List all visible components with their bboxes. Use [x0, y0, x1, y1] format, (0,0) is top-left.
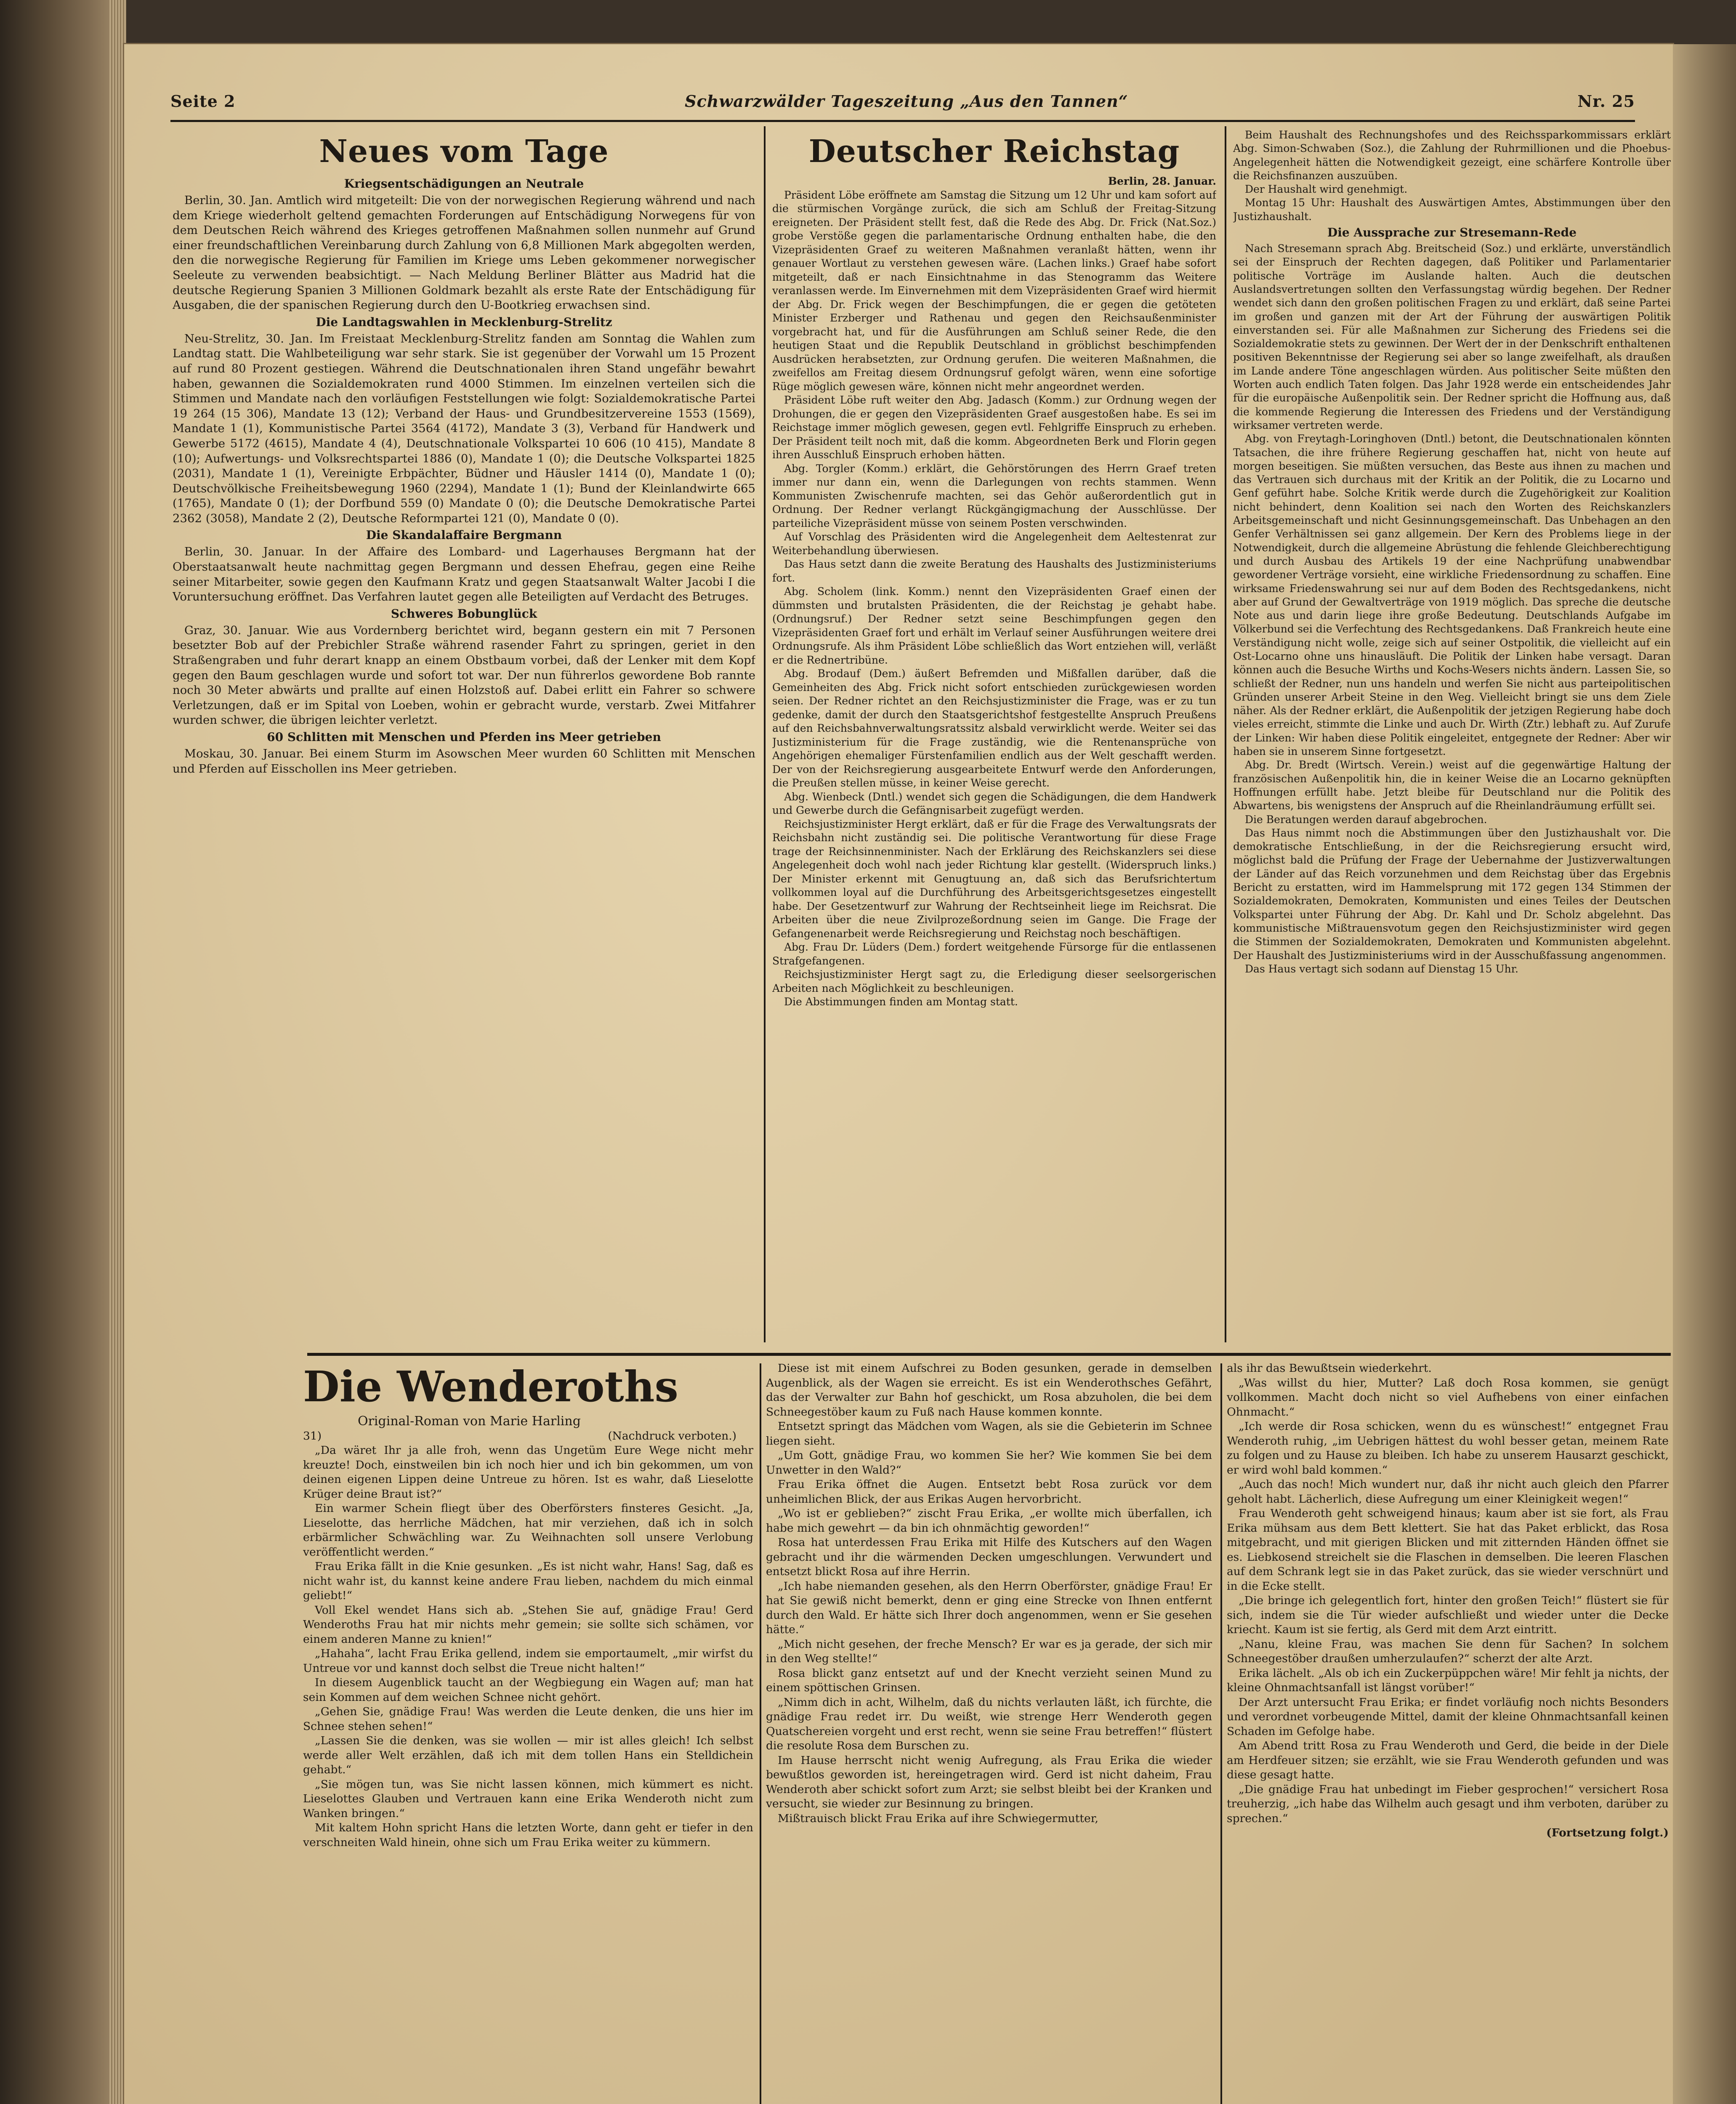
novel-paragraph: Der Arzt untersucht Frau Erika; er findet vorläufig noch nichts Besonders und verordnet vorbeugende Mittel, damit der kleine Ohnmachtsanfall keinen Schaden im Gefolge habe.: [1227, 1695, 1669, 1738]
article-heading: Die Landtagswahlen in Mecklenburg-Strelitz: [316, 315, 612, 329]
article-paragraph: Nach Stresemann sprach Abg. Breitscheid (Soz.) und erklärte, unverständlich sei der Einspruch der Rechten dagegen, daß Politiker und Parlamentarier politische Vorträge im Auslande halten. Auch die deutschen Auslandsvertretungen sollten den Verfassungstag würdig begehen. Der Redner wendet sich dann den großen politischen Fragen zu und erklärt, daß seine Partei im großen und ganzen mit der Art der Führung der auswärtigen Politik einverstanden sei. Für alle Maßnahmen zur Sicherung des Friedens sei die Sozialdemokratie stets zu gewinnen. Der Wert der in der Denkschrift enthaltenen positiven Bekenntnisse der Regierung sei aber so lange zweifelhaft, als draußen im Lande andere Töne angeschlagen würden. Aus politischer Seite müßten den Worten auch endlich Taten folgen. Das Jahr 1928 werde ein entscheidendes Jahr für die europäische Außenpolitik sein. Der Redner spricht die Hoffnung aus, daß die kommende Regierung die Interessen des Friedens und der Verständigung wirksamer vertreten werde.: [1233, 242, 1671, 431]
article-paragraph: Die Beratungen werden darauf abgebrochen.: [1245, 813, 1487, 826]
page-edge: [1673, 44, 1736, 2104]
novel-paragraph: Erika lächelt. „Als ob ich ein Zuckerpüppchen wäre! Mir fehlt ja nichts, der kleine Ohnmachtsanfall ist längst vorüber!“: [1227, 1666, 1669, 1694]
continuation-note: (Fortsetzung folgt.): [1546, 1826, 1669, 1839]
issue-number: Nr. 25: [1577, 91, 1635, 111]
novel-paragraph: Mißtrauisch blickt Frau Erika auf ihre Schwiegermutter,: [778, 1812, 1098, 1825]
section-title: Neues vom Tage: [319, 133, 609, 170]
novel-paragraph: „Ich habe niemanden gesehen, als den Herrn Oberförster, gnädige Frau! Er hat Sie gewiß nicht bemerkt, denn er ging eine Strecke von Ihnen entfernt durch den Wald. Er hätte sich Ihrer doch angenommen, wenn er Sie gesehen hätte.“: [766, 1579, 1212, 1636]
novel-paragraph: „Nimm dich in acht, Wilhelm, daß du nichts verlauten läßt, ich fürchte, die gnädige Frau redet irr. Du weißt, wie strenge Herr Wenderoth gegen Quatschereien vorgeht und erst recht, wenn sie seine Frau betreffen!“ flüstert die resolute Rosa dem Burschen zu.: [766, 1695, 1212, 1752]
novel-paragraph: Voll Ekel wendet Hans sich ab. „Stehen Sie auf, gnädige Frau! Gerd Wenderoths Frau hat mir nichts mehr gemein; sie sollte sich schämen, vor einem anderen Manne zu knien!“: [303, 1603, 753, 1646]
article-paragraph: Die Abstimmungen finden am Montag statt.: [784, 996, 1018, 1008]
article-heading: Kriegsentschädigungen an Neutrale: [344, 177, 584, 191]
article-text: Berlin, 30. Jan. Amtlich wird mitgeteilt: Die von der norwegischen Regierung während und nach dem Kriege wiederholt geltend gemachten Forderungen auf Entschädigung Norwegens für von dem Deutschen Reich während des Krieges getroffenen Maßnahmen sollen nunmehr auf Grund einer freundschaftlichen Vereinbarung durch Zahlung von 6,8 Millionen Mark abgegolten werden, den die norwegische Regierung für Familien im Kriege ums Leben gekommener norwegischer Seeleute zu verwenden beabsichtigt. — Nach Meldung Berliner Blätter aus Madrid hat die deutsche Regierung Spanien 3 Millionen Goldmark bezahlt als erste Rate der Entschädigung für Ausgaben, die der spanischen Regierung durch den U-Bootkrieg erwachsen sind.: [173, 194, 755, 312]
article-paragraph: Der Haushalt wird genehmigt.: [1245, 183, 1408, 196]
novel-paragraph: Entsetzt springt das Mädchen vom Wagen, als sie die Gebieterin im Schnee liegen sieht.: [766, 1420, 1212, 1448]
novel-paragraph: „Die gnädige Frau hat unbedingt im Fieber gesprochen!“ versichert Rosa treuherzig, „ich habe das Wilhelm auch gesagt und ihm verboten, darüber zu sprechen.“: [1227, 1783, 1669, 1825]
novel-paragraph: „Mich nicht gesehen, der freche Mensch? Er war es ja gerade, der sich mir in den Weg stellte!“: [766, 1637, 1212, 1665]
installment-number: 31): [303, 1429, 322, 1443]
dateline: Berlin, 28. Januar.: [1108, 175, 1216, 187]
column-reichstag: [772, 128, 1216, 1349]
article-paragraph: Abg. Torgler (Komm.) erklärt, die Gehörstörungen des Herrn Graef treten immer nur dann ein, wenn die Darlegungen von rechts stammen. Wenn Kommunisten Zwischenrufe machten, sei das Gehör außerordentlich gut in Ordnung. Der Redner verlangt Rückgängigmachung der Ausschlüsse. Der parteiliche Vizepräsident müsse von seinem Posten verschwinden.: [772, 462, 1216, 529]
article-heading: Die Skandalaffaire Bergmann: [366, 528, 562, 542]
article-heading: Die Aussprache zur Stresemann-Rede: [1327, 226, 1577, 240]
novel-paragraph: „Um Gott, gnädige Frau, wo kommen Sie her? Wie kommen Sie bei dem Unwetter in den Wald?“: [766, 1449, 1212, 1477]
article-paragraph: Beim Haushalt des Rechnungshofes und des Reichssparkommissars erklärt Abg. Simon-Schwaben (Soz.), die Zahlung der Ruhrmillionen und die Phoebus-Angelegenheit hätten die Notwendigkeit gezeigt, eine schärfere Kontrolle über die Reichsfinanzen auszuüben.: [1233, 129, 1671, 182]
novel-paragraph: Mit kaltem Hohn spricht Hans die letzten Worte, dann geht er tiefer in den verschneiten Wald hinein, ohne sich um Frau Erika weiter zu kümmern.: [303, 1821, 753, 1849]
article-paragraph: Auf Vorschlag des Präsidenten wird die Angelegenheit dem Aeltestenrat zur Weiterbehandlung überwiesen.: [772, 531, 1216, 557]
article-text: Moskau, 30. Januar. Bei einem Sturm im Asowschen Meer wurden 60 Schlitten mit Menschen und Pferden auf Eisschollen ins Meer getrieben.: [173, 747, 755, 776]
novel-paragraph: „Nanu, kleine Frau, was machen Sie denn für Sachen? In solchem Schneegestöber draußen umherzulaufen?“ scherzt der alte Arzt.: [1227, 1637, 1669, 1665]
page-header: [170, 84, 1635, 118]
column-neues-vom-tage: [173, 128, 755, 1349]
copyright-note: (Nachdruck verboten.): [608, 1429, 736, 1443]
newspaper-name: Schwarzwälder Tageszeitung „Aus den Tannen“: [685, 91, 1128, 111]
column-divider: [1225, 126, 1226, 1342]
column-divider: [760, 1363, 761, 2104]
header-rule: [170, 120, 1635, 122]
article-paragraph: Das Haus vertagt sich sodann auf Dienstag 15 Uhr.: [1245, 962, 1518, 975]
column-reichstag-continued: [1233, 128, 1671, 1349]
serial-divider: [307, 1353, 1671, 1356]
novel-paragraph: Im Hause herrscht nicht wenig Aufregung, als Frau Erika die wieder bewußtlos geworden ist, hereingetragen wird. Gerd ist nicht daheim, Frau Wenderoth aber schickt sofort zum Arzt; sie selbst bleibt bei der Kranken und versucht, sie wieder zur Besinnung zu bringen.: [766, 1753, 1212, 1810]
novel-paragraph: Frau Erika fällt in die Knie gesunken. „Es ist nicht wahr, Hans! Sag, daß es nicht wahr ist, du kannst keine andere Frau lieben, nachdem du mich einmal geliebt!“: [303, 1560, 753, 1602]
article-paragraph: Das Haus setzt dann die zweite Beratung des Haushalts des Justizministeriums fort.: [772, 558, 1216, 584]
novel-paragraph: In diesem Augenblick taucht an der Wegbiegung ein Wagen auf; man hat sein Kommen auf dem weichen Schnee nicht gehört.: [303, 1676, 753, 1704]
section-title: Deutscher Reichstag: [808, 133, 1180, 170]
article-paragraph: Abg. Dr. Bredt (Wirtsch. Verein.) weist auf die gegenwärtige Haltung der französischen Außenpolitik hin, die in keiner Weise die an Locarno geknüpften Hoffnungen erfüllt habe. Jetzt bleibe für Deutschland nur die Politik des Abwartens, bis wenigstens der Anspruch auf die Rheinlandräumung erfüllt sei.: [1233, 759, 1671, 812]
novel-paragraph: Rosa blickt ganz entsetzt auf und der Knecht verzieht seinen Mund zu einem spöttischen Grinsen.: [766, 1666, 1212, 1694]
novel-paragraph: „Ich werde dir Rosa schicken, wenn du es wünschest!“ entgegnet Frau Wenderoth ruhig, „im Uebrigen hättest du wohl besser getan, meinem Rate zu folgen und zu Hause zu bleiben. Ich habe zu unserem Hausarzt geschickt, er wird wohl bald kommen.“: [1227, 1420, 1669, 1477]
article-text: Berlin, 30. Januar. In der Affaire des Lombard- und Lagerhauses Bergmann hat der Oberstaatsanwalt heute nachmittag gegen Bergmann und dessen Ehefrau, gegen eine Reihe seiner Mitarbeiter, sowie gegen den Kaufmann Kratz und gegen Staatsanwalt Walter Jacobi I die Voruntersuchung eröffnet. Das Verfahren lautet gegen alle Beteiligten auf Verdacht des Betruges.: [173, 545, 755, 604]
novel-paragraph: „Auch das noch! Mich wundert nur, daß ihr nicht auch gleich den Pfarrer geholt habt. Lächerlich, diese Aufregung um einer Kleinigkeit wegen!“: [1227, 1478, 1669, 1506]
article-paragraph: Abg. Scholem (link. Komm.) nennt den Vizepräsidenten Graef einen der dümmsten und brutalsten Präsidenten, die der Reichstag je gehabt habe. (Ordnungsruf.) Der Redner setzt seine Beschimpfungen gegen den Vizepräsidenten Graef fort und erhält im Verlauf seiner Ausführungen weitere drei Ordnungsrufe. Als ihm Präsident Löbe schließlich das Wort entziehen will, verläßt er die Rednertribüne.: [772, 585, 1216, 666]
article-paragraph: Abg. Brodauf (Dem.) äußert Befremden und Mißfallen darüber, daß die Gemeinheiten des Abg. Frick nicht sofort entschieden zurückgewiesen worden seien. Der Redner richtet an den Reichsjustizminister die Frage, was er zu tun gedenke, damit der durch den Staatsgerichtshof festgestellte Anspruch Preußens auf den Reichsbahnverwaltungsratssitz alsbald verwirklicht werde. Weiter sei das Justizministerium für die Frage zuständig, wie die Rentenansprüche von Angehörigen ehemaliger Fürstenfamilien endlich aus der Welt geschafft werden. Der von der Reichsregierung ausgearbeitete Entwurf werde den Anforderungen, die Preußen stellen müsse, in keiner Weise gerecht.: [772, 667, 1216, 789]
serial-column-1: [303, 1361, 753, 2104]
article-paragraph: Abg. Wienbeck (Dntl.) wendet sich gegen die Schädigungen, die dem Handwerk und Gewerbe durch die Gefängnisarbeit zugefügt werden.: [772, 790, 1216, 816]
novel-paragraph: „Wo ist er geblieben?“ zischt Frau Erika, „er wollte mich überfallen, ich habe mich gewehrt — da bin ich ohnmächtig geworden!“: [766, 1507, 1212, 1535]
novel-paragraph: Frau Erika öffnet die Augen. Entsetzt bebt Rosa zurück vor dem unheimlichen Blick, der aus Erikas Augen hervorbricht.: [766, 1478, 1212, 1506]
novel-paragraph: „Was willst du hier, Mutter? Laß doch Rosa kommen, sie genügt vollkommen. Macht doch nicht so viel Aufhebens von einer einfachen Ohnmacht.“: [1227, 1376, 1669, 1419]
article-paragraph: Reichsjustizminister Hergt erklärt, daß er für die Frage des Verwaltungsrats der Reichsbahn nicht zuständig sei. Die politische Verantwortung für diese Frage trage der Reichsinnenminister. Nach der Erklärung des Reichskanzlers sei diese Angelegenheit doch wohl nach jeder Richtung klar gestellt. (Widerspruch links.) Der Minister erkennt mit Genugtuung an, daß sich das Berufsrichtertum vollkommen loyal auf die Durchführung des Arbeitsgerichtsgesetzes eingestellt habe. Der Gesetzentwurf zur Wahrung der Rechtseinheit liege im Reichsrat. Die Arbeiten über die neue Zivilprozeßordnung seien im Gange. Die Frage der Gefangenenarbeit werde Reichsregierung und Reichstag noch beschäftigen.: [772, 818, 1216, 940]
book-binding: [0, 0, 126, 2104]
article-paragraph: Abg. Frau Dr. Lüders (Dem.) fordert weitgehende Fürsorge für die entlassenen Strafgefangenen.: [772, 941, 1216, 967]
novel-paragraph: „Die bringe ich gelegentlich fort, hinter den großen Teich!“ flüstert sie für sich, indem sie die Tür wieder aufschließt und wieder unter die Decke kriecht. Kaum ist sie fertig, als Gerd mit dem Arzt eintritt.: [1227, 1594, 1669, 1636]
article-text: Neu-Strelitz, 30. Jan. Im Freistaat Mecklenburg-Strelitz fanden am Sonntag die Wahlen zum Landtag statt. Die Wahlbeteiligung war sehr stark. Sie ist gegenüber der Vorwahl um 15 Prozent auf rund 80 Prozent gestiegen. Während die Deutschnationalen ihren Stand ungefähr bewahrt haben, gewannen die Sozialdemokraten rund 4000 Stimmen. Im einzelnen verteilen sich die Stimmen und Mandate nach den vorläufigen Feststellungen wie folgt: Sozialdemokratische Partei 19 264 (15 306), Mandate 13 (12); Verband der Haus- und Grundbesitzervereine 1553 (1569), Mandate 1 (1), Kommunistische Partei 3564 (4172), Mandate 3 (3), Verband für Handwerk und Gewerbe 5172 (4615), Mandate 4 (4), Deutschnationale Volkspartei 10 606 (10 415), Mandate 8 (10); Aufwertungs- und Volksrechtspartei 1886 (0), Mandate 1 (0); die Deutsche Volkspartei 1825 (2031), Mandate 1 (1), Vereinigte Erbpächter, Büdner und Häusler 1414 (0), Mandate 1 (0); Deutschvölkische Freiheitsbewegung 1960 (2294), Mandate 1 (1); Bund der Kleinlandwirte 665 (1765), Mandate 0 (1); der Dorfbund 559 (0) Mandate 0 (0); die Deutsche Demokratische Partei 2362 (3058), Mandate 2 (2), Deutsche Reformpartei 121 (0), Mandate 0 (0).: [173, 332, 755, 525]
article-paragraph: Montag 15 Uhr: Haushalt des Auswärtigen Amtes, Abstimmungen über den Justizhaushalt.: [1233, 197, 1671, 223]
serial-column-3: [1227, 1361, 1669, 2104]
novel-paragraph: „Da wäret Ihr ja alle froh, wenn das Ungetüm Eure Wege nicht mehr kreuzte! Doch, einstweilen bin ich noch hier und ich bin gekommen, um von deinen eigenen Lippen deine Untreue zu hören. Ist es wahr, daß Lieselotte Krüger deine Braut ist?“: [303, 1444, 753, 1501]
novel-paragraph: Diese ist mit einem Aufschrei zu Boden gesunken, gerade in demselben Augenblick, als der Wagen sie erreicht. Es ist ein Wenderothsches Gefährt, das der Verwalter zur Bahn hof geschickt, um Rosa abzuholen, die bei dem Schneegestöber kaum zu Fuß nach Hause kommen konnte.: [766, 1362, 1212, 1419]
novel-paragraph: Frau Wenderoth geht schweigend hinaus; kaum aber ist sie fort, als Frau Erika mühsam aus dem Bett klettert. Sie hat das Paket erblickt, das Rosa mitgebracht, und mit gierigen Blicken und mit zitternden Händen öffnet sie es. Liebkosend streichelt sie die Flaschen in demselben. Die leeren Flaschen auf dem Schrank legt sie in das Paket zurück, das sie wieder verschnürt und in die Ecke stellt.: [1227, 1507, 1669, 1593]
page-number: Seite 2: [170, 91, 236, 111]
serial-column-2: [766, 1361, 1212, 2104]
serial-meta: [303, 1429, 753, 1444]
novel-paragraph: Am Abend tritt Rosa zu Frau Wenderoth und Gerd, die beide in der Diele am Herdfeuer sitzen; sie erzählt, wie sie Frau Wenderoth gefunden und was diese gesagt hatte.: [1227, 1739, 1669, 1781]
novel-paragraph: „Hahaha“, lacht Frau Erika gellend, indem sie emportaumelt, „mir wirfst du Untreue vor und kannst doch selbst die Treue nicht halten!“: [303, 1647, 753, 1675]
serial-byline: Original-Roman von Marie Harling: [358, 1414, 581, 1429]
column-divider: [1220, 1363, 1222, 2104]
serial-title: Die Wenderoths: [303, 1362, 678, 1411]
article-paragraph: Präsident Löbe eröffnete am Samstag die Sitzung um 12 Uhr und kam sofort auf die stürmischen Vorgänge zurück, die sich am Schluß der Freitag-Sitzung ereigneten. Der Präsident stellt fest, daß die Rede des Abg. Dr. Frick (Nat.Soz.) grobe Verstöße gegen die parlamentarische Ordnung enthalten habe, die den Vizepräsidenten Graef zu weiteren Maßnahmen veranlaßt hätten, wenn ihr genauer Wortlaut zu verstehen gewesen wäre. (Lachen links.) Graef habe sofort mitgeteilt, daß er nach Einsichtnahme in das Stenogramm das Weitere veranlassen werde. Im Einvernehmen mit dem Vizepräsidenten Graef wird hiermit der Abg. Dr. Frick wegen der Beschimpfungen, die er gegen die getöteten Minister Erzberger und Rathenau und gegen den Reichsaußenminister vorgebracht hat, und für die Ausführungen am Schluß seiner Rede, die den heutigen Staat und die Republik Deutschland in gröblichst beschimpfenden Ausdrücken herabsetzten, zur Ordnung gerufen. Die weiteren Maßnahmen, die zweifellos am Freitag diesem Ordnungsruf gefolgt wären, wenn eine sofortige Rüge möglich gewesen wäre, können nicht mehr angeordnet werden.: [772, 189, 1216, 393]
article-text: Graz, 30. Januar. Wie aus Vordernberg berichtet wird, begann gestern ein mit 7 Personen besetzter Bob auf der Prebichler Straße während rasender Fahrt zu springen, geriet in den Straßengraben und fuhr derart knapp an einem Obstbaum vorbei, daß der Lenker mit dem Kopf gegen den Baum geschlagen wurde und sofort tot war. Der nun führerlos gewordene Bob rannte noch 30 Meter abwärts und prallte auf einen Holzstoß auf. Dabei erlitt ein Fahrer so schwere Verletzungen, daß er im Spital von Loeben, wohin er gebracht wurde, verstarb. Zwei Mitfahrer wurden schwer, die übrigen leichter verletzt.: [173, 623, 755, 727]
novel-paragraph: Ein warmer Schein fliegt über des Oberförsters finsteres Gesicht. „Ja, Lieselotte, das herrliche Mädchen, hat mir verziehen, daß ich in solch erbärmlicher Schwächling war. Zu Weihnachten soll unsere Verlobung veröffentlicht werden.“: [303, 1502, 753, 1559]
article-paragraph: Präsident Löbe ruft weiter den Abg. Jadasch (Komm.) zur Ordnung wegen der Drohungen, die er gegen den Vizepräsidenten Graef ausgestoßen habe. Es sei im Reichstage immer möglich gewesen, gegen evtl. Fehlgriffe Einspruch zu erheben. Der Präsident teilt noch mit, daß die komm. Abgeordneten Berk und Florin gegen ihren Ausschluß Einspruch erhoben hätten.: [772, 394, 1216, 461]
article-paragraph: Reichsjustizminister Hergt sagt zu, die Erledigung dieser seelsorgerischen Arbeiten nach Möglichkeit zu beschleunigen.: [772, 968, 1216, 994]
novel-paragraph: Rosa hat unterdessen Frau Erika mit Hilfe des Kutschers auf den Wagen gebracht und ihr die wärmenden Decken umgeschlungen. Verwundert und entsetzt blickt Rosa auf ihre Herrin.: [766, 1536, 1212, 1578]
novel-paragraph: „Gehen Sie, gnädige Frau! Was werden die Leute denken, die uns hier im Schnee stehen sehen!“: [303, 1705, 753, 1733]
novel-paragraph: als ihr das Bewußtsein wiederkehrt.: [1227, 1362, 1432, 1375]
novel-paragraph: „Lassen Sie die denken, was sie wollen — mir ist alles gleich! Ich selbst werde aller Welt erzählen, daß ich mit dem tollen Hans ein Stelldichein gehabt.“: [303, 1734, 753, 1776]
article-heading: Schweres Bobunglück: [391, 606, 537, 621]
novel-paragraph: „Sie mögen tun, was Sie nicht lassen können, mich kümmert es nicht. Lieselottes Glauben und Vertrauen kann eine Erika Wenderoth nicht zum Wanken bringen.“: [303, 1777, 753, 1820]
column-divider: [764, 126, 766, 1342]
article-heading: 60 Schlitten mit Menschen und Pferden ins Meer getrieben: [267, 730, 661, 744]
article-paragraph: Das Haus nimmt noch die Abstimmungen über den Justizhaushalt vor. Die demokratische Entschließung, in der die Reichsregierung ersucht wird, möglichst bald die Prüfung der Frage der Uebernahme der Justizverwaltungen der Länder auf das Reich vorzunehmen und dem Reichstag über das Ergebnis Bericht zu erstatten, wird im Hammelsprung mit 172 gegen 134 Stimmen der Sozialdemokraten, Demokraten, Kommunisten und eines Teiles der Deutschen Volkspartei unter Führung der Abg. Dr. Kahl und Dr. Scholz abgelehnt. Das kommunistische Mißtrauensvotum gegen den Reichsjustizminister wird gegen die Stimmen der Sozialdemokraten, Demokraten und Kommunisten abgelehnt. Der Haushalt des Justizministeriums wird in der Ausschußfassung angenommen.: [1233, 826, 1671, 962]
article-paragraph: Abg. von Freytagh-Loringhoven (Dntl.) betont, die Deutschnationalen könnten Tatsachen, die ihre frühere Regierung geschaffen hat, nicht von heute auf morgen beseitigen. Sie müßten versuchen, das Beste aus ihnen zu machen und das Vertrauen sich durchaus mit der Kritik an der Politik, die zu Locarno und Genf geführt habe. Solche Kritik werde durch die Zugehörigkeit zur Koalition nicht behindert, denn Koalition sei nach den Worten des Reichskanzlers Arbeitsgemeinschaft und nicht Gesinnungsgemeinschaft. Das Unbehagen an den Genfer Verhältnissen sei ganz allgemein. Der Kern des Problems liege in der Notwendigkeit, durch die allgemeine Abrüstung die fehlende Gleichberechtigung und durch Ausbau des Artikels 19 der eine Nachprüfung unabwendbar gewordener Verträge vorsieht, eine wirkliche Friedensordnung zu schaffen. Eine wirksame Friedenswahrung sei nur auf dem Boden des Rechtsgedankens, nicht aber auf Grund der Gewaltverträge von 1919 möglich. Das spreche die deutsche Note aus und darin liege ihre große Bedeutung. Deutschlands Aufgabe im Völkerbund sei die Verfechtung des Rechtsgedankens. Daß Frankreich heute eine Verständigung nicht wolle, zeige sich auf seiner Ostpolitik, die vielleicht auf ein Ost-Locarno ohne uns hinausläuft. Die Politik der Linken habe versagt. Daran können auch die Besuche Wirths und Kochs-Wesers nichts ändern. Lassen Sie, so schließt der Redner, nun uns handeln und werfen Sie nicht aus parteipolitischen Gründen unserer Arbeit Steine in den Weg. Vielleicht bringt sie uns dem Ziele näher. Als der Redner erklärt, die Außenpolitik der jetzigen Regierung habe doch vieles erreicht, stimmte die Linke und auch Dr. Wirth (Ztr.) lebhaft zu. Auf Zurufe der Linken: Wir haben diese Politik eingeleitet, entgegnete der Redner: Aber wir haben sie in unserem Sinne fortgesetzt.: [1233, 433, 1671, 758]
